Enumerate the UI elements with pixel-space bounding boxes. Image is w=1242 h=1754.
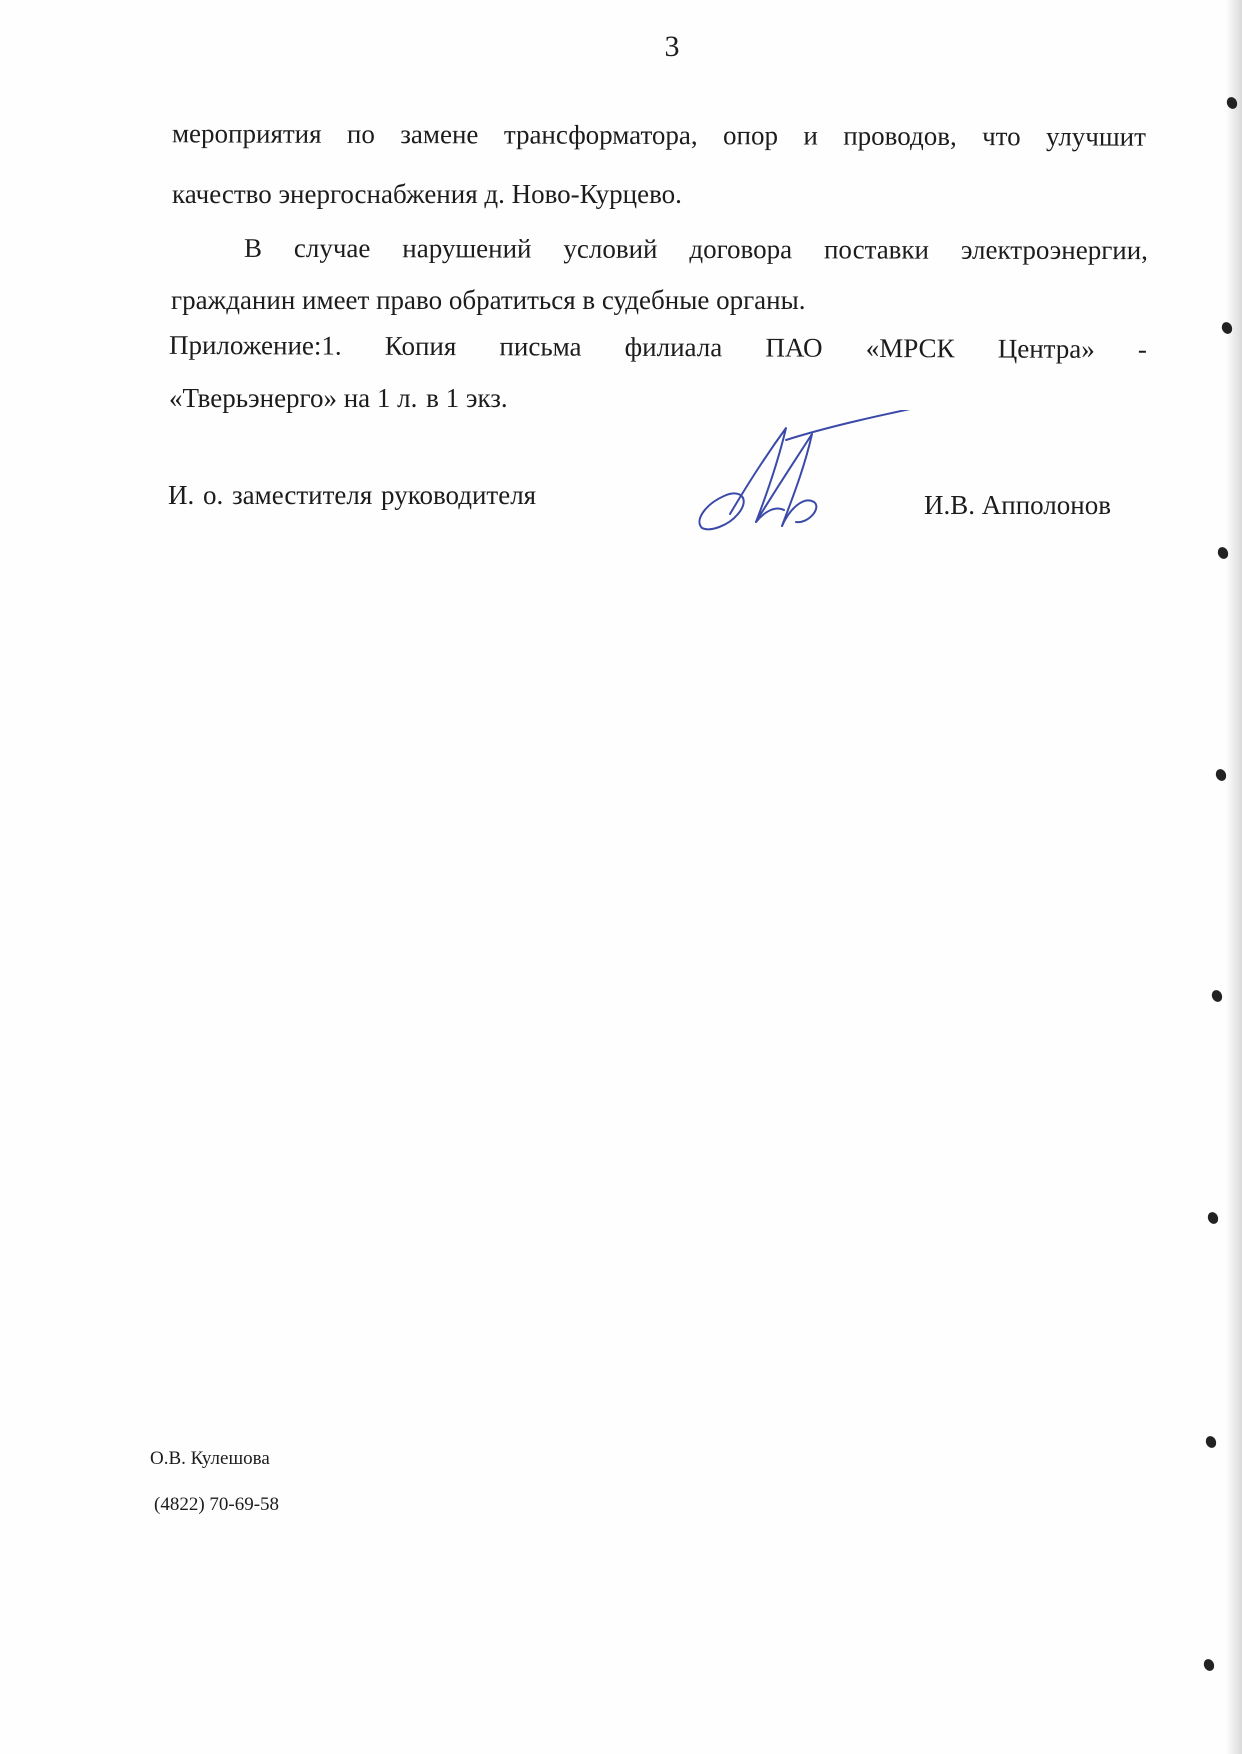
- word: улучшит: [1045, 121, 1147, 152]
- executor-phone: (4822) 70-69-58: [154, 1494, 280, 1515]
- word: Центра»: [997, 333, 1095, 364]
- page-number: 3: [664, 30, 680, 63]
- attachment-copies: в 1 экз.: [426, 383, 508, 413]
- word: В: [243, 232, 263, 263]
- word: мероприятия: [171, 118, 322, 149]
- word: замене: [400, 119, 479, 150]
- word: по: [346, 118, 375, 150]
- word: опор: [723, 120, 779, 151]
- punch-hole: [1210, 988, 1224, 1003]
- word: письма: [499, 331, 582, 362]
- body-line-3: [243, 232, 1148, 266]
- word: ПАО: [765, 332, 823, 363]
- body-line-1: [172, 120, 1146, 150]
- signer-name: И.В. Апполонов: [924, 490, 1111, 520]
- word: -: [1137, 334, 1148, 365]
- word: случае: [293, 232, 371, 264]
- word: проводов,: [843, 120, 957, 152]
- word: трансформатора,: [503, 119, 698, 151]
- word: Копия: [384, 330, 457, 362]
- attachment-line-2: [169, 385, 508, 412]
- punch-hole: [1204, 1434, 1218, 1449]
- attachment-text: «Тверьэнерго» на 1 л.: [169, 383, 418, 413]
- executor-name: О.В. Кулешова: [150, 1448, 270, 1469]
- word: Приложение:1.: [168, 329, 342, 361]
- word: нарушений: [402, 233, 532, 264]
- punch-hole: [1202, 1657, 1216, 1672]
- handwritten-signature: [690, 410, 950, 540]
- word: электроэнергии,: [960, 234, 1148, 266]
- word: и: [803, 120, 818, 151]
- word: условий: [563, 233, 658, 264]
- punch-hole: [1206, 1210, 1220, 1225]
- word: договора: [689, 233, 793, 265]
- body-line-2: качество энергоснабжения д. Ново-Курцево.: [172, 179, 682, 209]
- attachment-line: [168, 329, 1148, 365]
- body-line-4: гражданин имеет право обратиться в судебные органы.: [171, 285, 806, 315]
- signer-position: И. о. заместителя руководителя: [168, 480, 537, 510]
- word: «МРСК: [865, 332, 955, 364]
- word: филиала: [624, 331, 723, 363]
- word: что: [982, 121, 1021, 152]
- word: поставки: [823, 234, 930, 265]
- page-edge-shadow: [1226, 0, 1242, 1754]
